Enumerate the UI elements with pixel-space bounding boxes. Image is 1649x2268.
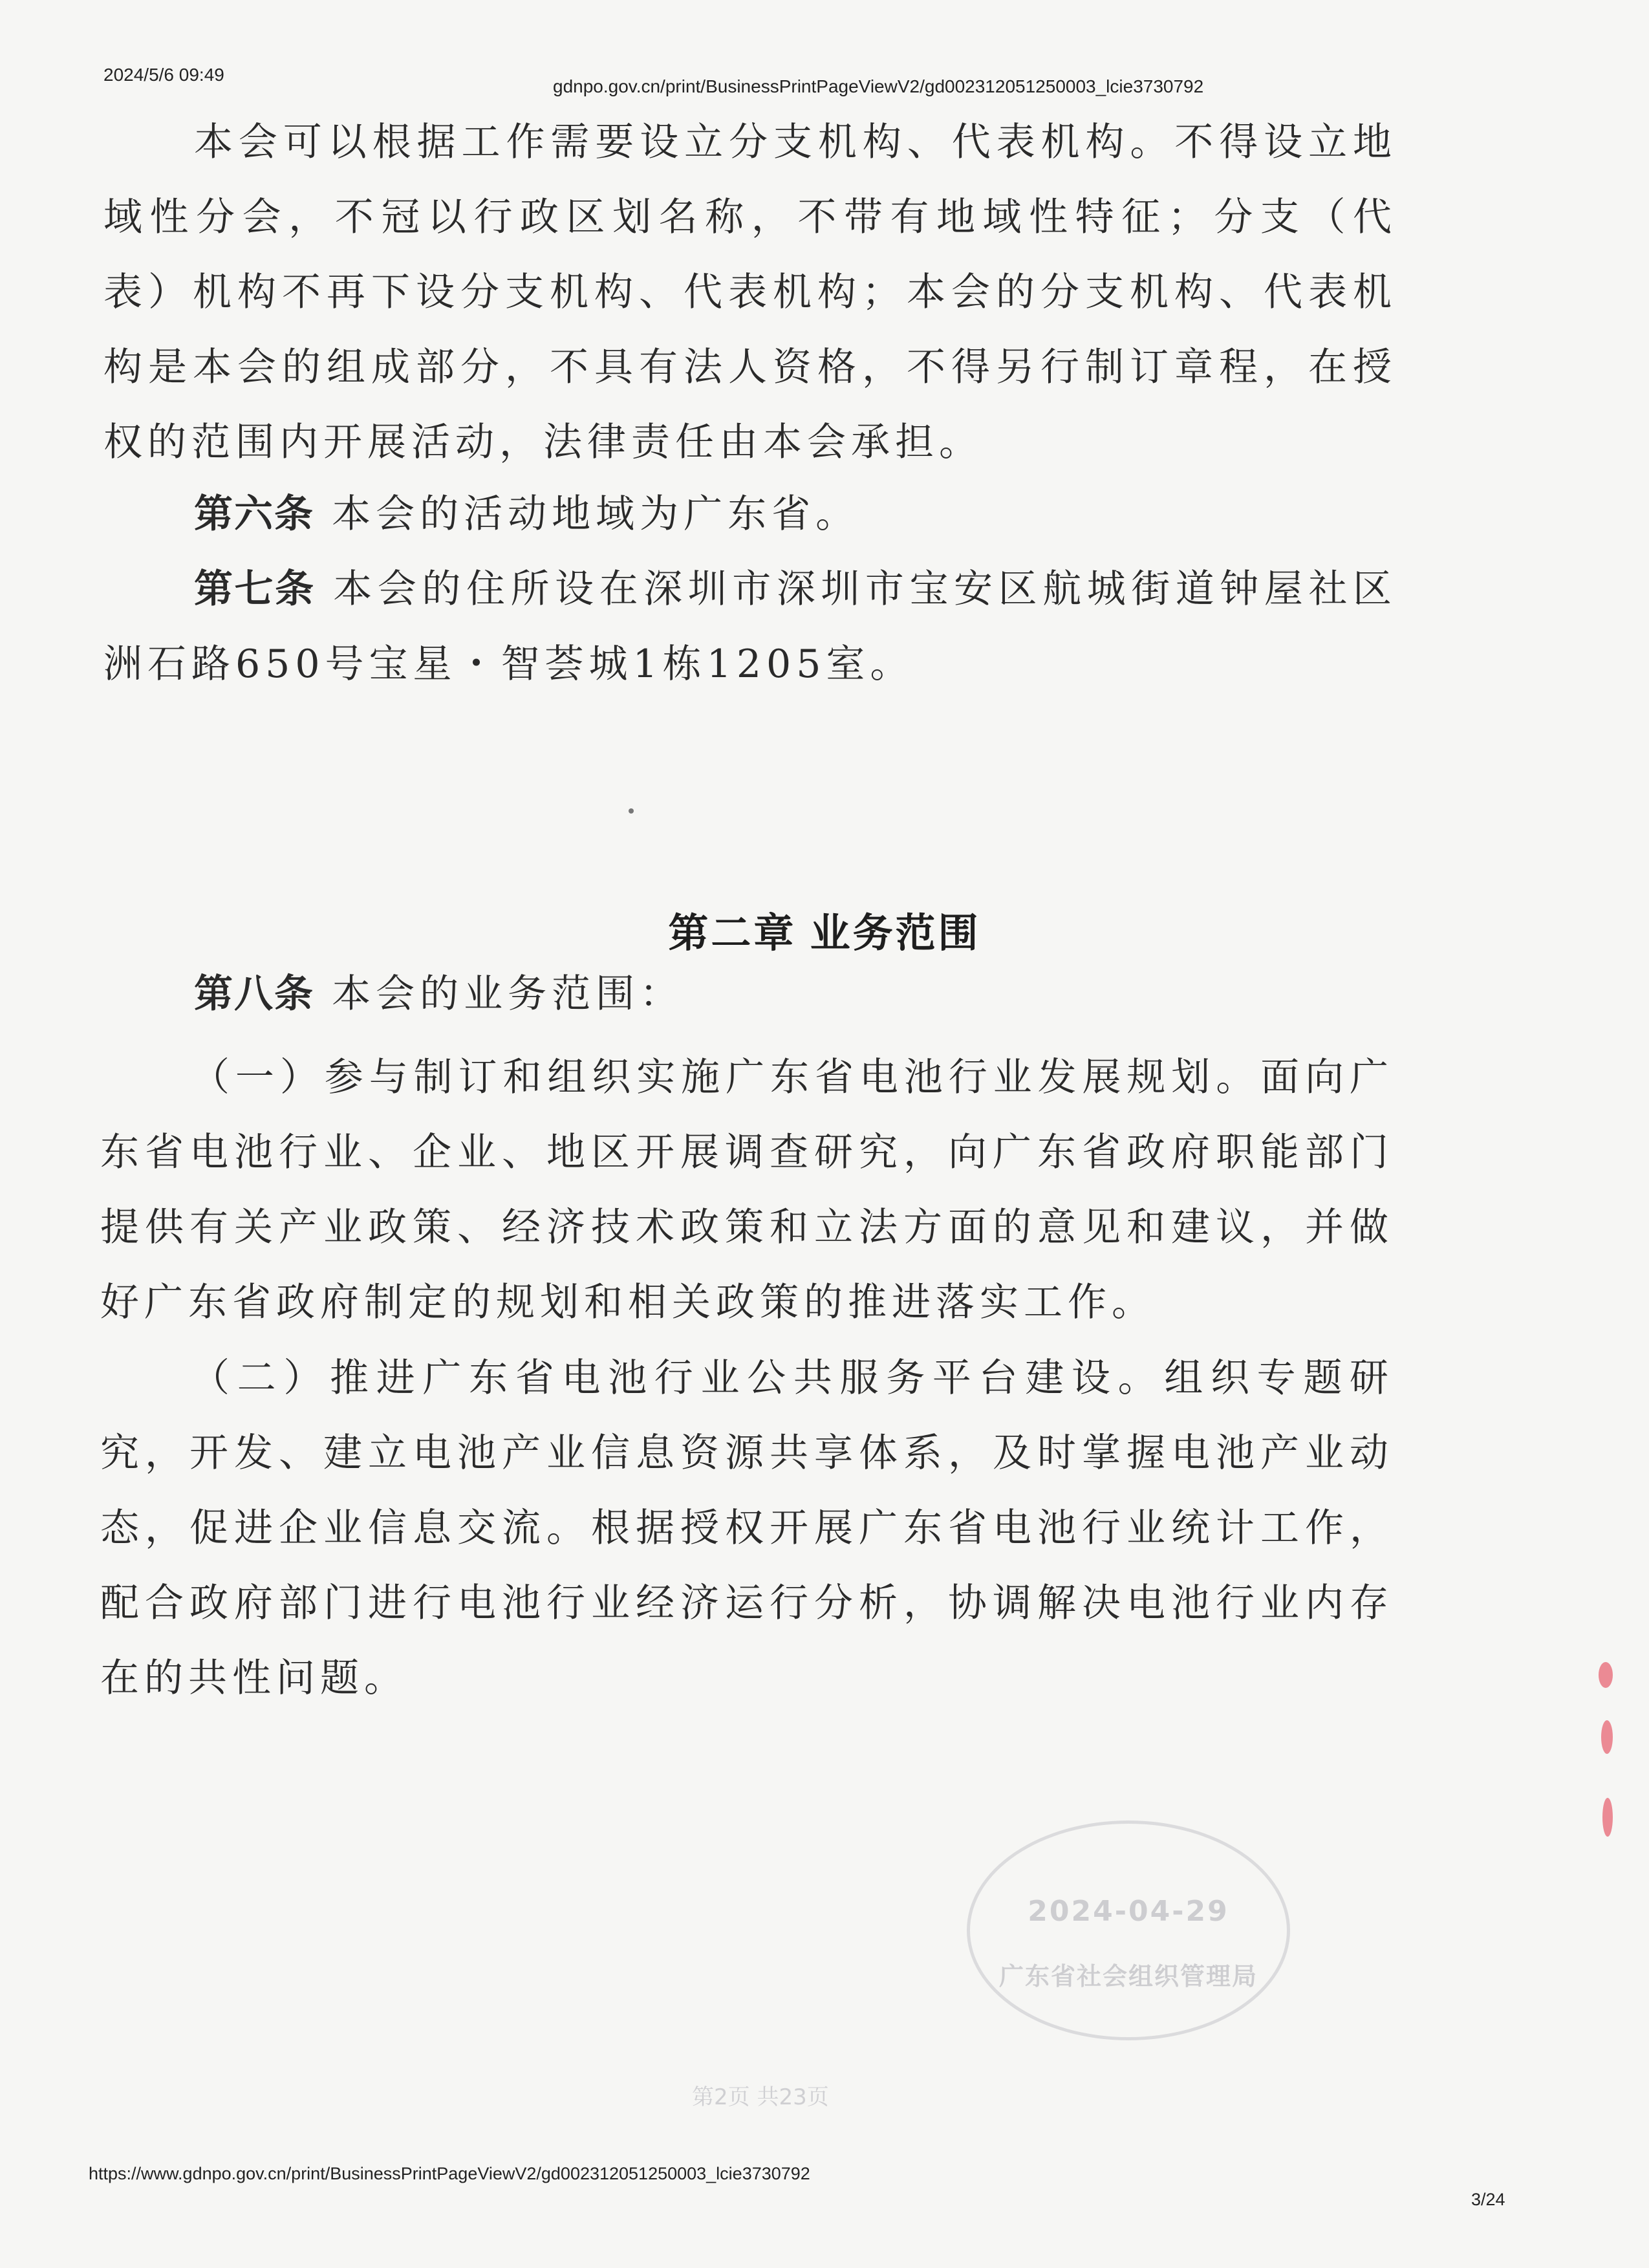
article-8 (103, 956, 1397, 1031)
footer-url: https://www.gdnpo.gov.cn/print/BusinessPrintPageViewV2/gd002312051250003_lcie3730792 (89, 2164, 810, 2183)
page-count-watermark: 第2页 共23页 (692, 2084, 829, 2110)
paragraph-branch-offices: 本会可以根据工作需要设立分支机构、代表机构。不得设立地域性分会，不冠以行政区划名称，不带有地域性特征；分支（代表）机构不再下设分支机构、代表机构；本会的分支机构、代表机构是本会的组成部分，不具有法人资格，不得另行制订章程，在授权的范围内开展活动，法律责任由本会承担。 (103, 120, 1397, 465)
scope-item-1: （一）参与制订和组织实施广东省电池行业发展规划。面向广东省电池行业、企业、地区开展调查研究，向广东省政府职能部门提供有关产业政策、经济技术政策和立法方面的意见和建议，并做好广东省政府制定的规划和相关政策的推进落实工作。 (100, 1055, 1394, 1325)
footer-page-number: 3/24 (1471, 2190, 1505, 2209)
article-6 (103, 477, 1397, 552)
seal-date: 2024-04-29 (1028, 1895, 1229, 1928)
chapter-title: 第二章 业务范围 (668, 911, 981, 956)
article-7-label: 第七条 (194, 567, 316, 610)
red-edge-mark (1601, 1720, 1613, 1754)
red-edge-mark (1602, 1798, 1613, 1837)
header-url: gdnpo.gov.cn/print/BusinessPrintPageViewV2/gd002312051250003_lcie3730792 (553, 76, 1204, 96)
official-seal-stamp (967, 1820, 1290, 2040)
scope-item-2: （二）推进广东省电池行业公共服务平台建设。组织专题研究，开发、建立电池产业信息资源共享体系，及时掌握电池产业动态，促进企业信息交流。根据授权开展广东省电池行业统计工作，配合政府部门进行电池行业经济运行分析，协调解决电池行业内存在的共性问题。 (100, 1355, 1394, 1701)
article-6-label: 第六条 (194, 492, 314, 535)
article-6-text: 本会的活动地域为广东省。 (332, 491, 860, 537)
article-8-label: 第八条 (194, 972, 314, 1015)
article-7-text: 本会的住所设在深圳市深圳市宝安区航城街道钟屋社区洲石路650号宝星・智荟城1栋1205室。 (103, 567, 1397, 687)
article-8-text: 本会的业务范围： (332, 971, 684, 1017)
red-edge-mark (1599, 1662, 1613, 1688)
seal-organization: 广东省社会组织管理局 (998, 1962, 1258, 1991)
scan-speck (629, 808, 634, 814)
article-7 (103, 552, 1397, 702)
print-datetime: 2024/5/6 09:49 (103, 65, 224, 85)
